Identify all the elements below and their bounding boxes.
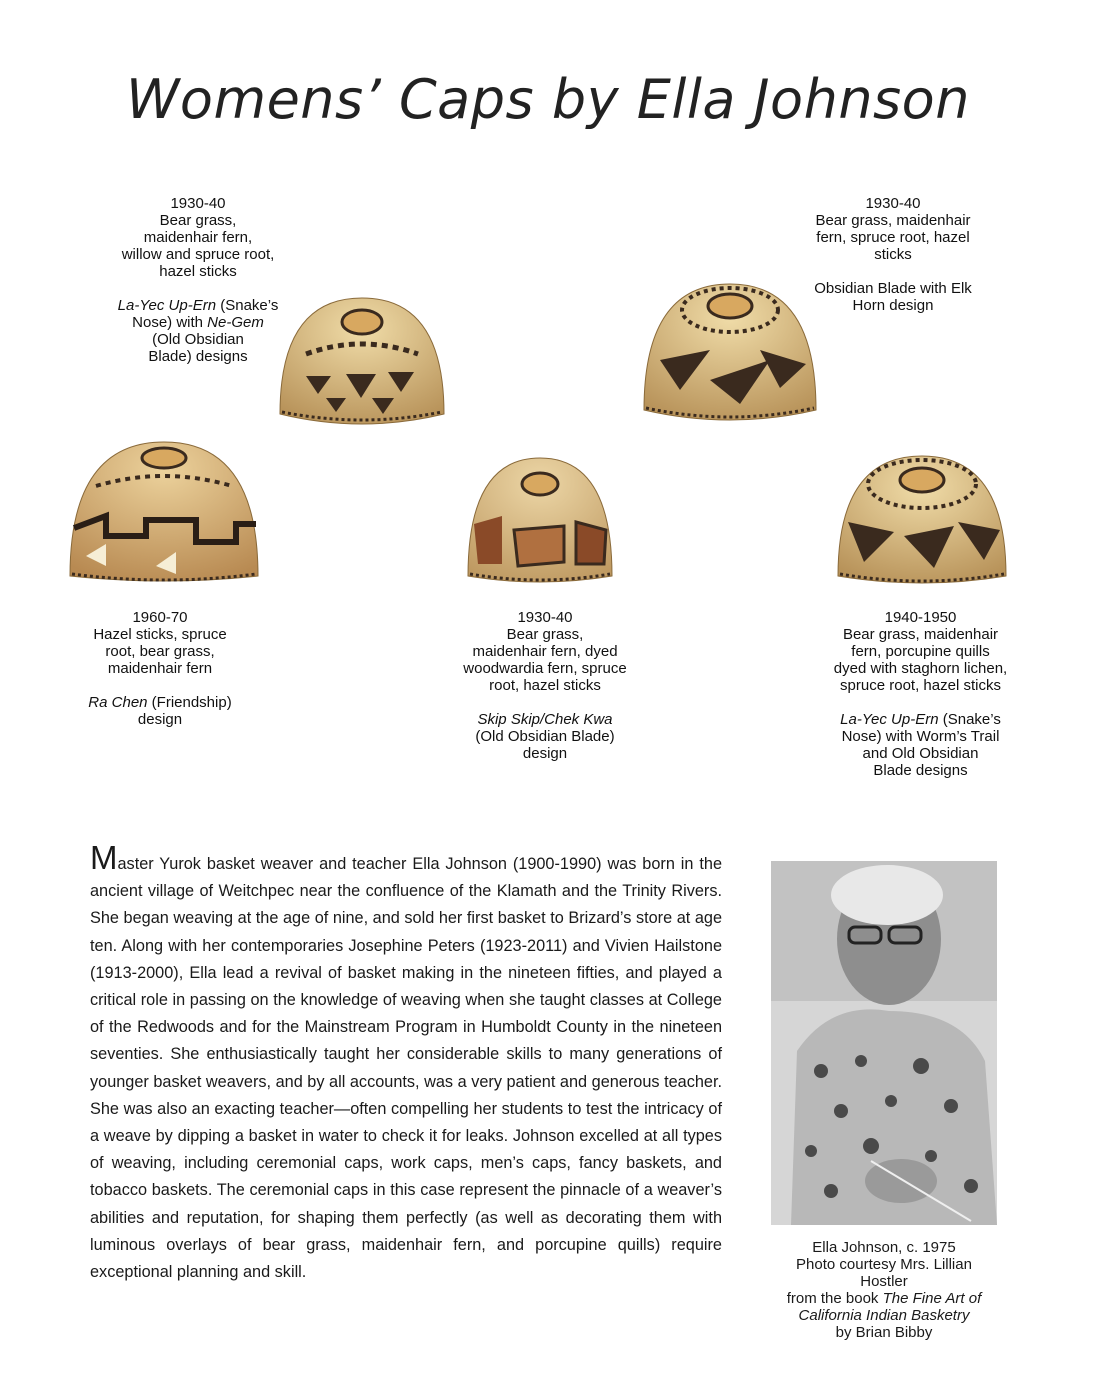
cap-design-name: Ne-Gem bbox=[207, 314, 264, 331]
cap-label-5 bbox=[808, 609, 1033, 779]
cap-material-line: fern, spruce root, hazel bbox=[816, 229, 970, 246]
caption-text: from the book bbox=[786, 1290, 883, 1307]
cap-label-4 bbox=[440, 609, 650, 762]
photo-caption bbox=[760, 1239, 1008, 1341]
cap-design-line: and Old Obsidian bbox=[862, 745, 979, 762]
book-title: California Indian Basketry bbox=[798, 1307, 970, 1324]
cap-design-line: Horn design bbox=[852, 297, 934, 314]
basket-cap-image-4 bbox=[464, 454, 616, 588]
cap-material-line: woodwardia fern, spruce bbox=[463, 660, 627, 677]
cap-material-line: Bear grass, maidenhair bbox=[815, 212, 971, 229]
cap-design-line bbox=[100, 297, 296, 314]
cap-design-line: Blade) designs bbox=[148, 348, 248, 365]
cap-label-1 bbox=[100, 195, 296, 365]
cap-design-text: (Friendship) bbox=[147, 694, 232, 711]
cap-design-name: Skip Skip/Chek Kwa bbox=[477, 711, 613, 728]
biography-text: aster Yurok basket weaver and teacher Ella Johnson (1900-1990) was born in the ancient village of Weitchpec near the confluence of the Klamath and the Trinity Rivers. She began weaving at the age of nine, and sold her first basket to Brizard’s store at age ten. Along with her contemporaries Josephine Peters (1923-2011) and Vivien Hailstone (1913-2000), Ella lead a revival of basket making in the nineteen fifties, and played a critical role in passing on the knowledge of weaving when she taught classes at College of the Redwoods and for the Mainstream Program in Humboldt County in the nineteen seventies. She enthusiastically taught her considerable skills to many generations of younger basket weavers, and by all accounts, was a very patient and generous teacher. She was also an exacting teacher—often compelling her students to test the intricacy of a weave by dipping a basket in water to check it for leaks. Johnson excelled at all types of weaving, including ceremonial caps, work caps, men’s caps, fancy baskets, and tobacco baskets. The ceremonial caps in this case represent the pinnacle of a weaver’s abilities and reputation, for shaping them perfectly (as well as decorating them with luminous overlays of bear grass, maidenhair fern, and porcupine quills) require exceptional planning and skill. bbox=[90, 855, 722, 1282]
cap-material-line: Bear grass, maidenhair bbox=[842, 626, 999, 643]
cap-design-line: Nose) with Worm’s Trail bbox=[841, 728, 1000, 745]
cap-design-name: La-Yec Up-Ern bbox=[117, 297, 217, 314]
basket-cap-image-5 bbox=[834, 452, 1010, 590]
cap-design-line: design bbox=[522, 745, 568, 762]
cap-material-line: willow and spruce root, bbox=[121, 246, 275, 263]
cap-date: 1930-40 bbox=[517, 609, 573, 626]
cap-date: 1960-70 bbox=[132, 609, 188, 626]
cap-design-line bbox=[808, 711, 1033, 728]
caption-line bbox=[760, 1290, 1008, 1307]
book-title: The Fine Art of bbox=[882, 1290, 982, 1307]
caption-line: by Brian Bibby bbox=[835, 1324, 933, 1341]
cap-design-line: (Old Obsidian Blade) bbox=[475, 728, 615, 745]
cap-material-line: maidenhair fern, bbox=[143, 229, 253, 246]
cap-design-text: (Snake’s bbox=[216, 297, 279, 314]
caption-line: Photo courtesy Mrs. Lillian bbox=[796, 1256, 972, 1273]
cap-material-line: spruce root, hazel sticks bbox=[840, 677, 1001, 694]
cap-date: 1930-40 bbox=[865, 195, 921, 212]
page-title: Womens’ Caps by Ella Johnson bbox=[126, 68, 970, 131]
cap-design-line: (Old Obsidian bbox=[152, 331, 244, 348]
cap-design-text: (Snake’s bbox=[938, 711, 1001, 728]
cap-design-line bbox=[60, 694, 260, 711]
cap-date: 1930-40 bbox=[170, 195, 226, 212]
cap-material-line: dyed with staghorn lichen, bbox=[833, 660, 1008, 677]
basket-cap-image-1 bbox=[276, 294, 448, 436]
cap-label-2 bbox=[798, 195, 988, 314]
cap-material-line: maidenhair fern, dyed bbox=[472, 643, 618, 660]
cap-material-line: sticks bbox=[874, 246, 912, 263]
basket-cap-image-3 bbox=[66, 436, 262, 588]
cap-label-3 bbox=[60, 609, 260, 728]
cap-material-line: Bear grass, bbox=[506, 626, 584, 643]
basket-cap-image-2 bbox=[640, 280, 820, 432]
caption-line bbox=[760, 1307, 1008, 1324]
cap-material-line: Hazel sticks, spruce bbox=[93, 626, 227, 643]
cap-design-line: design bbox=[137, 711, 183, 728]
cap-material-line: fern, porcupine quills bbox=[851, 643, 990, 660]
portrait-photo bbox=[771, 861, 997, 1225]
biography-paragraph bbox=[90, 839, 722, 1286]
cap-material-line: hazel sticks bbox=[159, 263, 237, 280]
caption-line: Hostler bbox=[860, 1273, 908, 1290]
cap-design-line bbox=[440, 711, 650, 728]
caption-line: Ella Johnson, c. 1975 bbox=[812, 1239, 956, 1256]
cap-design-name: La-Yec Up-Ern bbox=[840, 711, 939, 728]
cap-material-line: root, bear grass, bbox=[105, 643, 215, 660]
cap-material-line: root, hazel sticks bbox=[489, 677, 601, 694]
cap-material-line: Bear grass, bbox=[159, 212, 237, 229]
cap-design-line bbox=[100, 314, 296, 331]
cap-design-text: Nose) with bbox=[132, 314, 208, 331]
cap-date: 1940-1950 bbox=[884, 609, 957, 626]
cap-design-name: Ra Chen bbox=[88, 694, 148, 711]
cap-design-line: Blade designs bbox=[873, 762, 968, 779]
cap-design-line: Obsidian Blade with Elk bbox=[814, 280, 972, 297]
cap-material-line: maidenhair fern bbox=[107, 660, 213, 677]
drop-cap-letter: M bbox=[90, 839, 118, 876]
